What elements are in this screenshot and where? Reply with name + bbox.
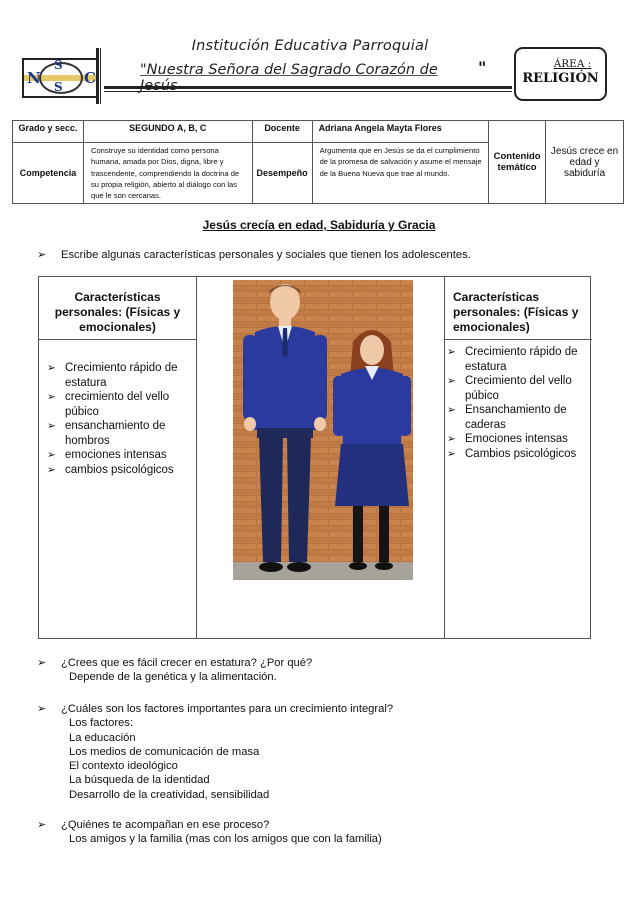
list-item xyxy=(47,390,192,419)
list-item xyxy=(47,463,192,478)
arrow-bullet-icon: ➢ xyxy=(47,362,56,374)
grado-value: SEGUNDO A, B, C xyxy=(83,121,252,143)
arrow-bullet-icon: ➢ xyxy=(47,391,56,403)
list-item xyxy=(447,374,589,403)
arrow-bullet-icon: ➢ xyxy=(37,248,47,261)
question-label: ¿Quiénes te acompañan en ese proceso? xyxy=(61,819,270,831)
header-divider-thick xyxy=(96,48,99,104)
arrow-bullet-icon: ➢ xyxy=(37,818,47,831)
answer-line: Los factores: xyxy=(69,717,134,730)
logo-letter-s-bottom: S xyxy=(54,80,63,94)
competencia-label: Competencia xyxy=(13,143,84,204)
question-2 xyxy=(37,702,393,802)
logo-letter-s-top: S xyxy=(54,58,63,72)
characteristics-table xyxy=(38,276,591,639)
contenido-label: Contenido temático xyxy=(489,121,546,204)
list-item xyxy=(47,361,192,390)
answer-line: Los amigos y la familia (mas con los amigos que con la familia) xyxy=(69,833,382,846)
area-value: RELIGIÓN xyxy=(522,71,599,86)
area-label: ÁREA : xyxy=(553,58,592,70)
answer-line: La búsqueda de la identidad xyxy=(69,774,210,787)
arrow-bullet-icon: ➢ xyxy=(447,433,456,445)
desempeno-value: Argumenta que en Jesús se da el cumplimiento de la promesa de salvación y asume el mensaje de la Buena Nueva que trae al mundo. xyxy=(312,143,489,204)
arrow-bullet-icon: ➢ xyxy=(37,702,47,715)
list-item-text: Crecimiento del vello púbico xyxy=(465,375,572,402)
arrow-bullet-icon: ➢ xyxy=(47,463,56,476)
arrow-bullet-icon: ➢ xyxy=(447,375,456,387)
grado-label: Grado y secc. xyxy=(13,121,84,143)
logo-letter-c: C xyxy=(84,69,96,87)
list-item xyxy=(447,447,589,462)
area-box xyxy=(514,47,607,101)
table-divider-left xyxy=(196,277,197,638)
closing-quote: " xyxy=(478,58,487,77)
answer-line: Desarrollo de la creatividad, sensibilidad xyxy=(69,788,270,801)
answer-line: El contexto ideológico xyxy=(69,760,178,773)
left-column-heading: Características personales: (Físicas y emocionales) xyxy=(54,290,181,334)
arrow-bullet-icon: ➢ xyxy=(37,656,47,669)
institution-name: Institución Educativa Parroquial xyxy=(191,38,429,54)
list-item xyxy=(47,419,192,448)
header-rule-thick xyxy=(104,86,512,89)
question-text xyxy=(37,656,312,670)
docente-label: Docente xyxy=(252,121,312,143)
answer-line: La educación xyxy=(69,731,136,744)
list-item-text: Ensanchamiento de caderas xyxy=(465,404,567,431)
question-text xyxy=(37,702,393,716)
institution-patron: "Nuestra Señora del Sagrado Corazón de xyxy=(140,62,438,78)
answer-line: Los medios de comunicación de masa xyxy=(69,745,260,758)
list-item-text: ensanchamiento de hombros xyxy=(65,420,166,447)
list-item xyxy=(447,345,589,374)
list-item-text: Crecimiento rápido de estatura xyxy=(465,346,578,373)
students-photo xyxy=(233,280,413,580)
right-column-heading: Características personales: (Físicas y emocionales) xyxy=(453,290,579,334)
competencia-value: Construye su identidad como persona humana, amada por Dios, digna, libre y trascendente, comprendiendo la doctrina de su propia religión, abierto al diálogo con las que le son cercanas. xyxy=(83,143,252,204)
arrow-bullet-icon: ➢ xyxy=(47,449,56,461)
list-item-text: Crecimiento rápido de estatura xyxy=(65,362,178,389)
arrow-bullet-icon: ➢ xyxy=(447,346,456,358)
docente-value: Adriana Angela Mayta Flores xyxy=(312,121,489,143)
contenido-value: Jesús crece en edad y sabiduría xyxy=(546,121,624,204)
question-label: ¿Crees que es fácil crecer en estatura? ¿Por qué? xyxy=(61,657,313,669)
list-item xyxy=(447,403,589,432)
list-item-text: emociones intensas xyxy=(65,449,167,461)
list-item-text: Cambios psicológicos xyxy=(465,447,577,460)
list-item xyxy=(447,432,589,447)
list-item-text: Emociones intensas xyxy=(465,433,568,445)
list-item-text: cambios psicológicos xyxy=(65,463,174,476)
table-rule-left xyxy=(39,339,196,340)
question-1 xyxy=(37,656,312,685)
table-rule-right xyxy=(444,339,592,340)
header-divider-thin xyxy=(100,48,101,104)
list-item xyxy=(47,448,192,463)
left-characteristics-list xyxy=(47,361,192,477)
desempeno-label: Desempeño xyxy=(252,143,312,204)
question-label: ¿Cuáles son los factores importantes para un crecimiento integral? xyxy=(61,703,394,715)
header-rule-thin xyxy=(104,91,512,92)
answer-line: Depende de la genética y la alimentación. xyxy=(69,671,277,684)
arrow-bullet-icon: ➢ xyxy=(47,420,56,432)
school-logo xyxy=(22,58,98,98)
arrow-bullet-icon: ➢ xyxy=(447,447,456,460)
right-characteristics-list xyxy=(447,345,589,461)
worksheet-title: Jesús crecía en edad, Sabiduría y Gracia xyxy=(202,218,436,232)
table-divider-right xyxy=(444,277,445,638)
course-info-table xyxy=(12,120,624,204)
logo-letter-n: N xyxy=(27,69,41,87)
question-text xyxy=(37,818,382,832)
instruction-line xyxy=(37,248,471,261)
list-item-text: crecimiento del vello púbico xyxy=(65,391,170,418)
instruction-text: Escribe algunas características personales y sociales que tienen los adolescentes. xyxy=(61,249,471,261)
question-3 xyxy=(37,818,382,847)
arrow-bullet-icon: ➢ xyxy=(447,404,456,416)
